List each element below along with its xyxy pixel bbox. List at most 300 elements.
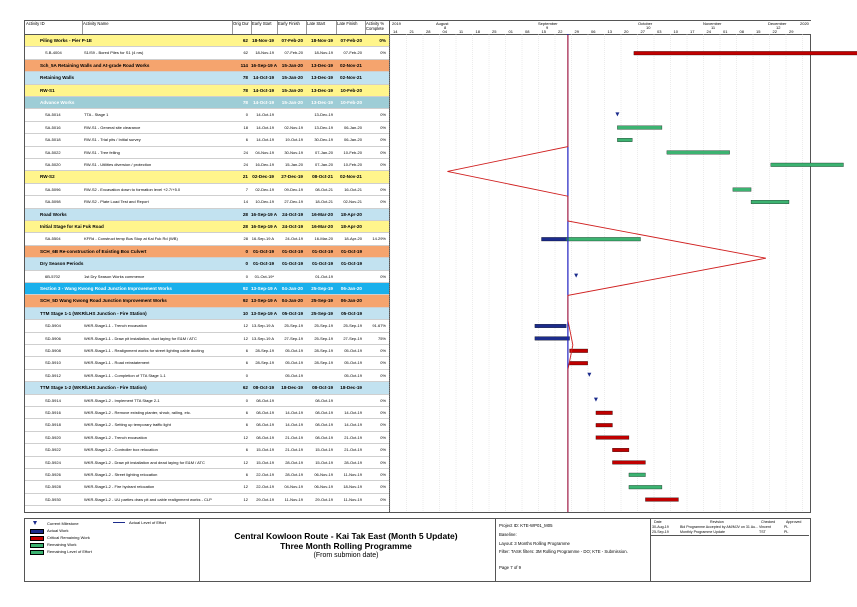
month-number: 12 [776, 25, 781, 30]
activity-row[interactable] [25, 47, 389, 59]
week-label: 21 [409, 29, 414, 34]
cell-es: 22-Oct-19 [256, 472, 274, 477]
week-label: 22 [772, 29, 777, 34]
cell-ef: 01-Oct-19 [282, 248, 303, 254]
year-end-label: 2020 [800, 21, 809, 26]
cell-id: SD-5930 [45, 496, 61, 502]
revision-cell: PL [784, 525, 789, 529]
activity-bar [617, 126, 662, 130]
cell-dur: 114 [240, 62, 248, 68]
cell-es: 14-Oct-19 [253, 87, 274, 93]
cell-lf: 11-Nov-19 [343, 496, 362, 502]
cell-ef: 21-Oct-19 [285, 447, 303, 453]
revision-grid [651, 519, 809, 536]
cell-pct: 0% [380, 447, 386, 453]
revision-header: Revision [710, 520, 724, 524]
group-row[interactable] [25, 382, 389, 394]
cell-name: WKR-Stage1-2 - Implement TTA Stage 2-1 [84, 397, 160, 403]
cell-lf: 25-Sep-19 [343, 323, 362, 329]
cell-ef: 04-Jan-20 [281, 298, 303, 304]
cell-pct: 0% [380, 484, 386, 490]
cell-ef: 05-Oct-19 [285, 372, 303, 378]
activity-row[interactable] [25, 333, 389, 345]
group-row[interactable] [25, 35, 389, 47]
cell-lf: 14-Oct-19 [344, 410, 362, 415]
column-divider [277, 21, 278, 34]
activity-row[interactable] [25, 444, 389, 456]
cell-id: SA-5504 [45, 236, 61, 242]
cell-es: 16-Sep-19 A [251, 62, 278, 68]
activity-bar [596, 436, 629, 440]
cell-dur: 24 [243, 149, 248, 155]
cell-ls: 13-Dec-19 [311, 62, 333, 68]
gantt-chart [389, 21, 811, 512]
group-row[interactable] [25, 221, 389, 233]
project-layout: Layout: 3 Months Rolling Programme [499, 541, 570, 546]
cell-lf: 05-Oct-19 [344, 360, 362, 366]
cell-es: 22-Oct-19 [256, 484, 274, 490]
activity-bar [570, 361, 588, 365]
month-number: 9 [546, 25, 549, 30]
activity-row[interactable] [25, 357, 389, 369]
activity-bar [634, 51, 857, 55]
column-divider [251, 21, 252, 34]
group-row[interactable] [25, 258, 389, 270]
cell-ef: 15-Jan-20 [281, 87, 303, 93]
cell-name: Road Works [40, 211, 67, 217]
cell-ef: 15-Jan-20 [281, 62, 303, 68]
cell-id: SA-5022 [45, 149, 61, 155]
cell-name: Initial Stage for Kai Fuk Road [40, 224, 104, 229]
group-row[interactable] [25, 85, 389, 97]
revision-header: Approved [786, 520, 802, 524]
cell-lf: 16-Oct-21 [344, 186, 362, 192]
legend [25, 519, 200, 581]
cell-name: WKR-Stage1-2 - Controller box relocation [84, 447, 158, 453]
legend-swatch [30, 543, 44, 548]
week-label: 29 [574, 29, 579, 34]
cell-ef: 05-Oct-19 [285, 360, 303, 366]
week-label: 06 [591, 29, 596, 34]
cell-name: WKR-Stage1-1 - Completion of TTA Stage 1-1 [84, 372, 166, 378]
legend-swatch [30, 536, 44, 541]
cell-dur: 28 [242, 224, 248, 229]
cell-id: SA-5020 [45, 162, 61, 167]
cell-es: 04-Nov-19 [255, 149, 274, 155]
cell-dur: 18 [243, 124, 248, 130]
column-header-0: Activity ID [26, 21, 45, 26]
activity-row[interactable] [25, 494, 389, 506]
activity-row[interactable] [25, 419, 389, 431]
group-row[interactable] [25, 171, 389, 183]
programme-title [201, 531, 491, 561]
activity-bar [645, 498, 678, 502]
activity-row[interactable] [25, 233, 389, 245]
week-label: 01 [723, 29, 728, 34]
column-header-5: Late Start [307, 21, 326, 26]
cell-name: RW-S2 - Excavation down to formation level +2.7/+5.0 [84, 186, 181, 192]
cell-lf: 01-Oct-19 [341, 248, 362, 254]
cell-pct: 0% [380, 162, 386, 167]
group-row[interactable] [25, 60, 389, 72]
cell-lf: 11-Nov-19 [343, 472, 362, 477]
activity-row[interactable] [25, 457, 389, 469]
cell-dur: 0 [245, 112, 248, 118]
cell-id: 6B-5702 [45, 273, 61, 279]
cell-name: Piling Works - Pier P-1E [40, 38, 92, 43]
cell-dur: 7 [245, 186, 248, 192]
legend-label: Actual Work [47, 528, 69, 533]
cell-ls: 13-Dec-19 [314, 124, 333, 130]
milestone-marker [594, 398, 598, 402]
column-divider [365, 21, 366, 34]
cell-dur: 0 [245, 372, 248, 378]
column-header-7: Activity % Complete [366, 21, 385, 31]
cell-ls: 18-Nov-19 [311, 38, 333, 43]
cell-id: SD-5926 [45, 472, 61, 477]
cell-lf: 10-Feb-20 [340, 87, 362, 93]
activity-bar [596, 411, 613, 415]
cell-dur: 92 [242, 298, 248, 304]
cell-name: TTM Stage 1-2 (WKR/LHS Junction - Fire Station) [40, 385, 147, 391]
month-label: October [638, 21, 653, 26]
cell-ef: 15-Jan-20 [284, 162, 303, 167]
cell-ls: 08-Oct-21 [312, 174, 333, 180]
cell-lf: 06-Jan-20 [340, 286, 362, 291]
cell-es: 01-Oct-19 [253, 248, 274, 254]
cell-dur: 6 [245, 360, 248, 366]
cell-lf: 06-Jan-20 [343, 124, 362, 130]
cell-dur: 6 [245, 422, 248, 428]
title-line1: Central Kowloon Route - Kai Tak East (Month 5 Update) [234, 531, 458, 541]
cell-id: S.B-4004 [45, 50, 62, 56]
cell-lf: 02-Nov-21 [340, 174, 362, 180]
cell-es: 13-Sep-19 A [251, 310, 278, 316]
cell-pct: 0% [380, 397, 386, 403]
cell-pct: 0% [380, 137, 386, 143]
group-row[interactable] [25, 295, 389, 307]
column-header-6: Late Finish [337, 21, 358, 26]
cell-ef: 05-Oct-19 [285, 348, 303, 353]
cell-ef: 30-Nov-19 [284, 149, 303, 155]
cell-dur: 12 [243, 434, 248, 440]
revision-cell: TST [759, 530, 766, 534]
activity-row[interactable] [25, 184, 389, 196]
cell-id: SA-5018 [45, 137, 61, 143]
cell-name: SCH_5D Wang Kwong Road Junction Improvement Works [40, 298, 167, 304]
cell-ef: 14-Oct-19 [285, 422, 303, 428]
cell-lf: 05-Oct-19 [341, 310, 362, 316]
cell-name: WKR-Stage1-2 - UU parties draw pit and cable realignment works - CLP [84, 496, 212, 502]
cell-lf: 07-Feb-20 [343, 50, 362, 56]
cell-pct: 0% [380, 410, 386, 415]
activity-row[interactable] [25, 345, 389, 357]
cell-es: 16-Dec-19 [255, 162, 274, 167]
gantt-bars [390, 21, 811, 512]
cell-es: 08-Oct-19 [256, 434, 274, 440]
cell-id: SA-5014 [45, 112, 61, 118]
cell-dur: 62 [242, 385, 248, 391]
activity-row[interactable] [25, 481, 389, 493]
progress-line [447, 35, 765, 512]
project-filter: Filter: TASK filters: 3M Rolling Programme - DO; KTE - Submission. [499, 549, 628, 554]
month-label: August [436, 21, 449, 26]
cell-id: SD-5906 [45, 335, 61, 341]
cell-lf: 14-Oct-19 [344, 422, 362, 428]
cell-es: 14-Oct-19 [253, 100, 274, 105]
cell-lf: 18-Apr-20 [340, 211, 362, 217]
cell-lf: 18-Dec-19 [340, 385, 362, 391]
cell-dur: 0 [245, 248, 248, 254]
cell-dur: 12 [243, 484, 248, 490]
cell-pct: 0% [380, 372, 386, 378]
cell-ls: 16-Mar-20 [314, 236, 333, 242]
cell-ef: 07-Feb-20 [281, 38, 303, 43]
cell-ef: 04-Jan-20 [281, 286, 303, 291]
week-label: 22 [558, 29, 563, 34]
activity-row[interactable] [25, 370, 389, 382]
revision-table [651, 519, 810, 581]
cell-ls: 01-Oct-19 [315, 273, 333, 279]
cell-id: SD-5922 [45, 447, 61, 453]
week-label: 08 [525, 29, 530, 34]
cell-ls: 15-Oct-19 [315, 459, 333, 465]
cell-pct: 0% [379, 38, 386, 43]
activity-row[interactable] [25, 432, 389, 444]
activity-row[interactable] [25, 196, 389, 208]
cell-es: 10-Dec-19 [255, 199, 274, 205]
cell-ef: 01-Oct-19 [282, 261, 303, 267]
cell-dur: 28 [242, 211, 248, 217]
group-row[interactable] [25, 246, 389, 258]
cell-name: SCH_6B Re-construction of Existing Box Culvert [40, 248, 147, 254]
cell-ls: 16-Mar-20 [311, 224, 333, 229]
cell-es: 15-Oct-19 [256, 459, 274, 465]
cell-name: WKR-Stage1-1 - Draw pit installation, duct laying for E&M / ATC [84, 335, 197, 341]
group-row[interactable] [25, 97, 389, 109]
cell-dur: 6 [245, 137, 248, 143]
milestone-marker [574, 274, 578, 278]
cell-name: WKR-Stage1-1 - Trench excavation [84, 323, 147, 329]
cell-dur: 6 [245, 348, 248, 353]
cell-ls: 08-Oct-19 [315, 434, 333, 440]
cell-es: 13-Sep-19 A [251, 298, 278, 304]
group-row[interactable] [25, 209, 389, 221]
cell-lf: 05-Oct-19 [344, 372, 362, 378]
cell-es: 02-Dec-19 [255, 186, 274, 192]
activity-bar [751, 200, 789, 204]
cell-ls: 25-Sep-19 [314, 323, 333, 329]
column-header-4: Early Finish [278, 21, 300, 26]
cell-es: 14-Oct-19 [253, 75, 274, 81]
cell-ef: 24-Oct-19 [282, 211, 303, 217]
title-line2: Three Month Rolling Programme [280, 541, 412, 551]
cell-lf: 21-Oct-19 [344, 434, 362, 440]
cell-lf: 10-Feb-20 [340, 100, 362, 105]
cell-ls: 08-Oct-19 [315, 397, 333, 403]
activity-bar [667, 151, 730, 155]
week-label: 28 [426, 29, 431, 34]
activity-bar [733, 188, 751, 192]
cell-name: S1/S9 - Bored Piles for S1 (4 nrs) [84, 50, 144, 56]
cell-id: SD-5908 [45, 348, 61, 353]
activity-bar [617, 138, 632, 142]
cell-lf: 28-Oct-19 [344, 459, 362, 465]
revision-cell: 25-Sep-19 [652, 530, 669, 534]
activity-bar [612, 448, 629, 452]
month-label: December [768, 21, 787, 26]
cell-ls: 13-Dec-19 [311, 87, 333, 93]
activity-row[interactable] [25, 147, 389, 159]
cell-pct: 0% [380, 422, 386, 428]
activity-bar [535, 337, 570, 341]
column-divider [306, 21, 307, 34]
cell-dur: 10 [242, 310, 248, 316]
legend-label: Remaining Level of Effort [47, 549, 92, 554]
cell-lf: 02-Nov-21 [340, 62, 362, 68]
cell-ls: 13-Dec-19 [311, 75, 333, 81]
cell-es: 28-Sep-19 [255, 360, 274, 366]
activity-row[interactable] [25, 134, 389, 146]
cell-es: 18-Nov-19 [252, 38, 274, 43]
cell-ls: 16-Mar-20 [311, 211, 333, 217]
cell-ls: 06-Nov-19 [314, 484, 333, 490]
week-label: 15 [756, 29, 761, 34]
week-label: 24 [706, 29, 711, 34]
cell-id: SD-5912 [45, 372, 61, 378]
cell-es: 13-Sep-19 A [251, 286, 278, 291]
cell-es: 01-Oct-19* [254, 273, 274, 279]
cell-dur: 78 [242, 100, 248, 105]
cell-lf: 10-Feb-20 [343, 149, 362, 155]
cell-ef: 28-Oct-19 [285, 472, 303, 477]
cell-id: SA-5098 [45, 199, 61, 205]
column-header-3: Early Start [252, 21, 272, 26]
cell-pct: 0% [380, 360, 386, 366]
cell-ls: 15-Oct-19 [315, 447, 333, 453]
week-label: 13 [607, 29, 612, 34]
activity-row[interactable] [25, 407, 389, 419]
cell-ef: 18-Dec-19 [281, 385, 303, 391]
activity-bar [542, 237, 567, 241]
cell-ls: 08-Oct-21 [315, 186, 333, 192]
week-label: 01 [508, 29, 513, 34]
cell-name: WKR-Stage1-2 - Remove existing planter, shrub, railing, etc. [84, 410, 191, 415]
group-row[interactable] [25, 308, 389, 320]
cell-es: 14-Oct-19 [256, 137, 274, 143]
cell-dur: 0 [245, 273, 248, 279]
cell-ls: 08-Oct-19 [315, 410, 333, 415]
activity-bar [612, 461, 645, 465]
cell-name: Retaining Walls [40, 75, 75, 81]
activity-row[interactable] [25, 271, 389, 283]
cell-id: SD-5924 [45, 459, 61, 465]
schedule-sheet [24, 20, 811, 513]
cell-dur: 78 [242, 75, 248, 81]
week-label: 27 [640, 29, 645, 34]
cell-name: RW-S1 - Trial pits / Initial survey [84, 137, 141, 143]
cell-ls: 28-Sep-19 [314, 348, 333, 353]
week-label: 03 [657, 29, 662, 34]
activity-row[interactable] [25, 320, 389, 332]
group-row[interactable] [25, 72, 389, 84]
legend-label: Critical Remaining Work [47, 535, 90, 540]
activity-row[interactable] [25, 109, 389, 121]
cell-ls: 07-Jan-20 [314, 162, 333, 167]
cell-ef: 04-Nov-19 [284, 484, 303, 490]
week-label: 14 [393, 29, 398, 34]
activity-row[interactable] [25, 159, 389, 171]
cell-name: RW-S1 - General site clearance [84, 124, 141, 130]
revision-cell: Monthly Programme Update [680, 530, 725, 534]
cell-ef: 07-Feb-20 [284, 50, 303, 56]
cell-id: SA-5096 [45, 186, 61, 192]
cell-ls: 08-Oct-19 [312, 385, 333, 391]
cell-ef: 02-Nov-19 [284, 124, 303, 130]
legend-swatch [33, 521, 37, 525]
week-label: 10 [673, 29, 678, 34]
cell-dur: 62 [242, 38, 248, 43]
legend-label: Actual Level of Effort [129, 520, 166, 525]
cell-name: RW-S1 [40, 87, 55, 93]
activity-row[interactable] [25, 395, 389, 407]
group-row[interactable] [25, 283, 389, 295]
cell-es: 13-Sep-19 A [251, 323, 274, 329]
project-info [495, 519, 651, 581]
cell-es: 16-Sep-19 A [251, 224, 278, 229]
month-number: 10 [646, 25, 651, 30]
activity-row[interactable] [25, 122, 389, 134]
activity-row[interactable] [25, 469, 389, 481]
cell-ef: 27-Sep-19 [284, 335, 303, 341]
cell-dur: 12 [243, 496, 248, 502]
cell-lf: 18-Apr-20 [344, 236, 362, 242]
cell-ls: 18-Oct-21 [315, 199, 333, 205]
column-header-1: Activity Name [83, 21, 109, 26]
cell-es: 08-Oct-19 [253, 385, 274, 391]
cell-pct: 0% [380, 149, 386, 155]
week-label: 04 [442, 29, 447, 34]
activity-bar [535, 324, 566, 328]
title-line3: (From submion date) [313, 552, 379, 559]
cell-ef: 24-Oct-19 [282, 224, 303, 229]
cell-ls: 25-Sep-19 [311, 298, 333, 304]
cell-lf: 02-Nov-21 [340, 75, 362, 81]
cell-pct: 0% [380, 112, 386, 118]
cell-dur: 0 [245, 261, 248, 267]
week-label: 17 [690, 29, 695, 34]
cell-pct: 0% [380, 348, 386, 353]
cell-ls: 25-Sep-19 [314, 335, 333, 341]
cell-es: 29-Oct-19 [256, 496, 274, 502]
cell-name: Advance Works [40, 100, 75, 105]
cell-id: SD-5928 [45, 484, 61, 490]
cell-es: 08-Oct-19 [256, 410, 274, 415]
cell-id: SD-5920 [45, 434, 61, 440]
cell-ef: 05-Oct-19 [282, 310, 303, 316]
cell-lf: 18-Nov-19 [343, 484, 362, 490]
cell-id: SD-5914 [45, 397, 61, 403]
week-label: 20 [624, 29, 629, 34]
month-label: November [703, 21, 722, 26]
revision-header: Date [654, 520, 662, 524]
column-header [25, 21, 389, 35]
column-divider [232, 21, 233, 34]
cell-ef: 15-Jan-20 [281, 100, 303, 105]
cell-dur: 0 [245, 397, 248, 403]
cell-pct: 0% [380, 434, 386, 440]
cell-ef: 27-Dec-19 [284, 199, 303, 205]
